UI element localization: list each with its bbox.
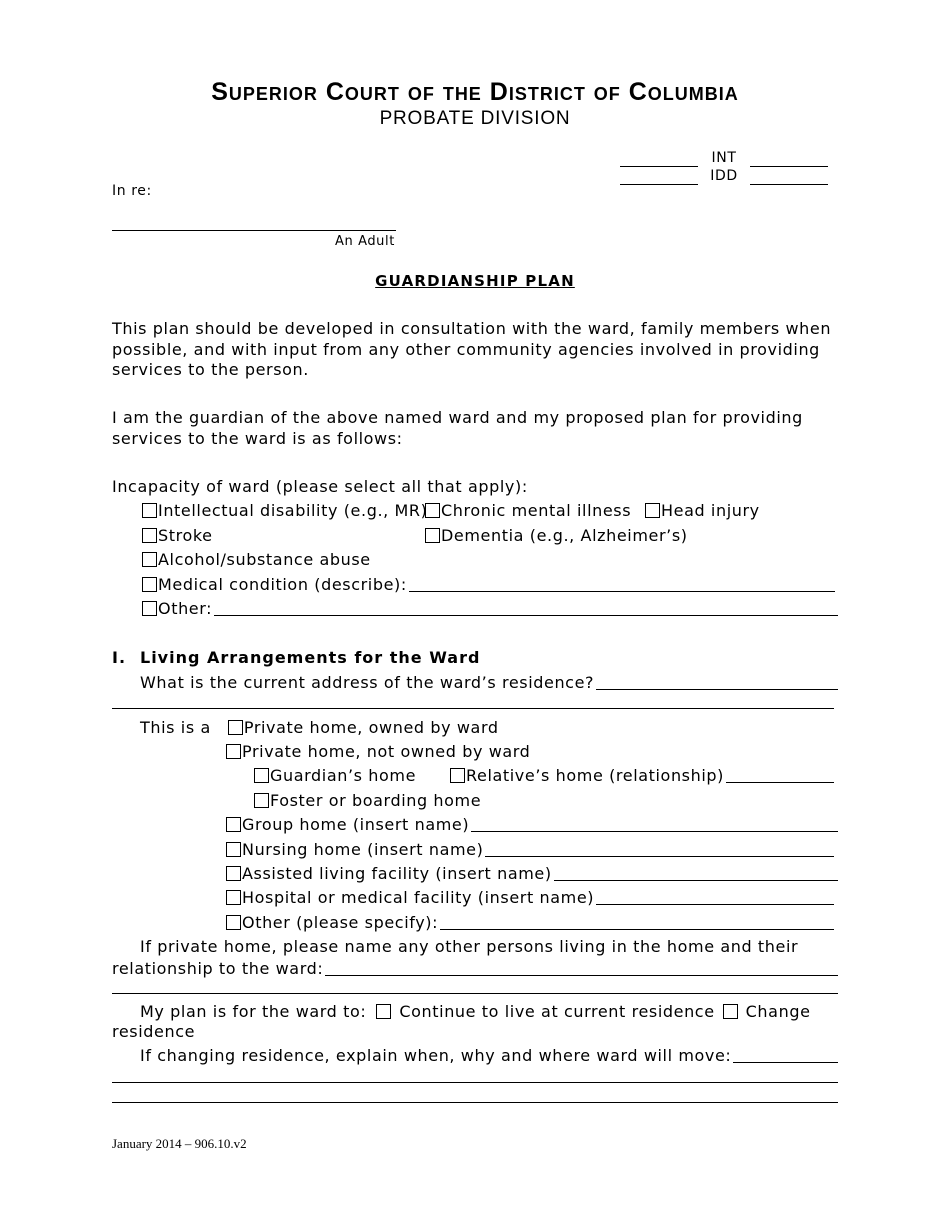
incapacity-other-label: Other: — [158, 598, 213, 618]
case-codes — [620, 149, 828, 185]
incapacity-medical — [142, 573, 835, 595]
form-footer: January 2014 – 906.10.v2 — [112, 1136, 247, 1151]
assisted-living-label: Assisted living facility (insert name) — [242, 863, 552, 883]
changing-residence-field[interactable] — [733, 1048, 838, 1063]
code-blank-int-right[interactable] — [750, 154, 828, 167]
incapacity-row-1 — [142, 499, 427, 521]
court-title: Superior Court of the District of Columbia — [211, 78, 739, 106]
intellectual-disability-label: Intellectual disability (e.g., MR) — [158, 500, 428, 520]
assisted-living-row — [226, 862, 838, 884]
head-injury-checkbox[interactable] — [645, 503, 660, 518]
alcohol-substance-checkbox[interactable] — [142, 552, 157, 567]
plan-row-cont — [112, 1020, 195, 1042]
incapacity-other-checkbox[interactable] — [142, 601, 157, 616]
in-re-label: In re: — [112, 183, 152, 199]
this-is-a-row — [140, 716, 499, 738]
medical-condition-field[interactable] — [409, 577, 835, 592]
dementia-checkbox[interactable] — [425, 528, 440, 543]
residence-other-checkbox[interactable] — [226, 915, 241, 930]
this-is-a-label: This is a — [140, 717, 211, 737]
hospital-field[interactable] — [596, 890, 834, 905]
adult-name-line[interactable] — [112, 230, 396, 231]
group-home-label: Group home (insert name) — [242, 814, 470, 834]
hospital-label: Hospital or medical facility (insert name) — [242, 887, 595, 907]
guardian-home-row — [254, 764, 416, 786]
chronic-mental-illness-checkbox[interactable] — [425, 503, 440, 518]
stroke-checkbox[interactable] — [142, 528, 157, 543]
guardian-home-label: Guardian’s home — [270, 765, 417, 785]
change-residence-checkbox[interactable] — [723, 1004, 738, 1019]
intro-paragraph-2: I am the guardian of the above named ward and my proposed plan for providing services to the ward is as follows: — [112, 408, 803, 448]
continue-residence-label: Continue to live at current residence — [399, 1001, 715, 1021]
other-persons-field-line-2[interactable] — [112, 993, 838, 994]
group-home-checkbox[interactable] — [226, 817, 241, 832]
foster-checkbox[interactable] — [254, 793, 269, 808]
address-question-row — [140, 671, 838, 693]
nursing-home-row — [226, 838, 834, 860]
private-not-owned-label: Private home, not owned by ward — [242, 741, 531, 761]
changing-residence-row — [140, 1044, 838, 1066]
medical-condition-label: Medical condition (describe): — [158, 574, 407, 594]
nursing-home-checkbox[interactable] — [226, 842, 241, 857]
residence-other-label: Other (please specify): — [242, 912, 439, 932]
stroke-label: Stroke — [158, 525, 213, 545]
incapacity-dementia — [425, 524, 688, 546]
incapacity-alcohol — [142, 548, 371, 570]
private-owned-label: Private home, owned by ward — [243, 717, 499, 737]
division-title: PROBATE DIVISION — [379, 108, 571, 129]
code-row-int — [620, 149, 828, 167]
intro-paragraph-1: This plan should be developed in consultation with the ward, family members when possible, and with input from any other community agencies involved in providing services to the person. — [112, 319, 832, 379]
address-field[interactable] — [596, 675, 838, 690]
hospital-row — [226, 886, 834, 908]
code-label-idd: IDD — [710, 168, 738, 184]
plan-row — [140, 1000, 811, 1022]
private-not-owned-checkbox[interactable] — [226, 744, 241, 759]
private-not-owned-row — [226, 740, 530, 762]
chronic-mental-illness-label: Chronic mental illness — [441, 500, 632, 520]
code-blank-int-left[interactable] — [620, 154, 698, 167]
section-number: I. — [112, 648, 127, 667]
plan-prefix: My plan is for the ward to: — [140, 1001, 367, 1021]
form-title: GUARDIANSHIP PLAN — [375, 272, 575, 290]
other-persons-question: If private home, please name any other persons living in the home and their — [140, 936, 799, 956]
nursing-home-label: Nursing home (insert name) — [242, 839, 484, 859]
incapacity-prompt — [112, 475, 528, 497]
residence-other-row — [226, 911, 834, 933]
address-question: What is the current address of the ward’s residence? — [140, 672, 595, 692]
relative-relationship-field[interactable] — [726, 768, 834, 783]
assisted-living-checkbox[interactable] — [226, 866, 241, 881]
incapacity-prompt-text: Incapacity of ward (please select all that apply): — [112, 476, 528, 496]
adult-label: An Adult — [335, 234, 395, 249]
code-label-int: INT — [711, 150, 737, 166]
intellectual-disability-checkbox[interactable] — [142, 503, 157, 518]
code-row-idd — [620, 167, 828, 185]
change-residence-label: Change — [745, 1001, 811, 1021]
assisted-living-field[interactable] — [554, 866, 838, 881]
incapacity-stroke — [142, 524, 213, 546]
address-field-line-2[interactable] — [112, 708, 834, 709]
alcohol-substance-label: Alcohol/substance abuse — [158, 549, 371, 569]
incapacity-other — [142, 597, 838, 619]
continue-residence-checkbox[interactable] — [376, 1004, 391, 1019]
changing-residence-line-3[interactable] — [112, 1102, 838, 1103]
change-residence-label-cont: residence — [112, 1021, 196, 1041]
relative-home-label: Relative’s home (relationship) — [466, 765, 725, 785]
code-blank-idd-left[interactable] — [620, 172, 698, 185]
incapacity-other-field[interactable] — [214, 601, 838, 616]
section-living-heading — [112, 648, 480, 667]
relative-home-row — [450, 764, 834, 786]
other-persons-row-2 — [112, 957, 838, 979]
group-home-row — [226, 813, 838, 835]
medical-condition-checkbox[interactable] — [142, 577, 157, 592]
guardian-home-checkbox[interactable] — [254, 768, 269, 783]
other-persons-question-cont: relationship to the ward: — [112, 958, 324, 978]
section-title: Living Arrangements for the Ward — [140, 648, 481, 667]
dementia-label: Dementia (e.g., Alzheimer’s) — [441, 525, 688, 545]
private-owned-checkbox[interactable] — [228, 720, 243, 735]
foster-label: Foster or boarding home — [270, 790, 482, 810]
other-persons-row-1 — [140, 935, 798, 957]
code-blank-idd-right[interactable] — [750, 172, 828, 185]
foster-row — [254, 789, 481, 811]
changing-residence-line-2[interactable] — [112, 1082, 838, 1083]
changing-residence-question: If changing residence, explain when, why and where ward will move: — [140, 1045, 732, 1065]
incapacity-chronic — [425, 499, 631, 521]
hospital-checkbox[interactable] — [226, 890, 241, 905]
head-injury-label: Head injury — [661, 500, 760, 520]
relative-home-checkbox[interactable] — [450, 768, 465, 783]
other-persons-field[interactable] — [325, 961, 838, 976]
nursing-home-field[interactable] — [485, 842, 834, 857]
group-home-field[interactable] — [471, 817, 838, 832]
incapacity-head — [645, 499, 760, 521]
residence-other-field[interactable] — [440, 915, 834, 930]
